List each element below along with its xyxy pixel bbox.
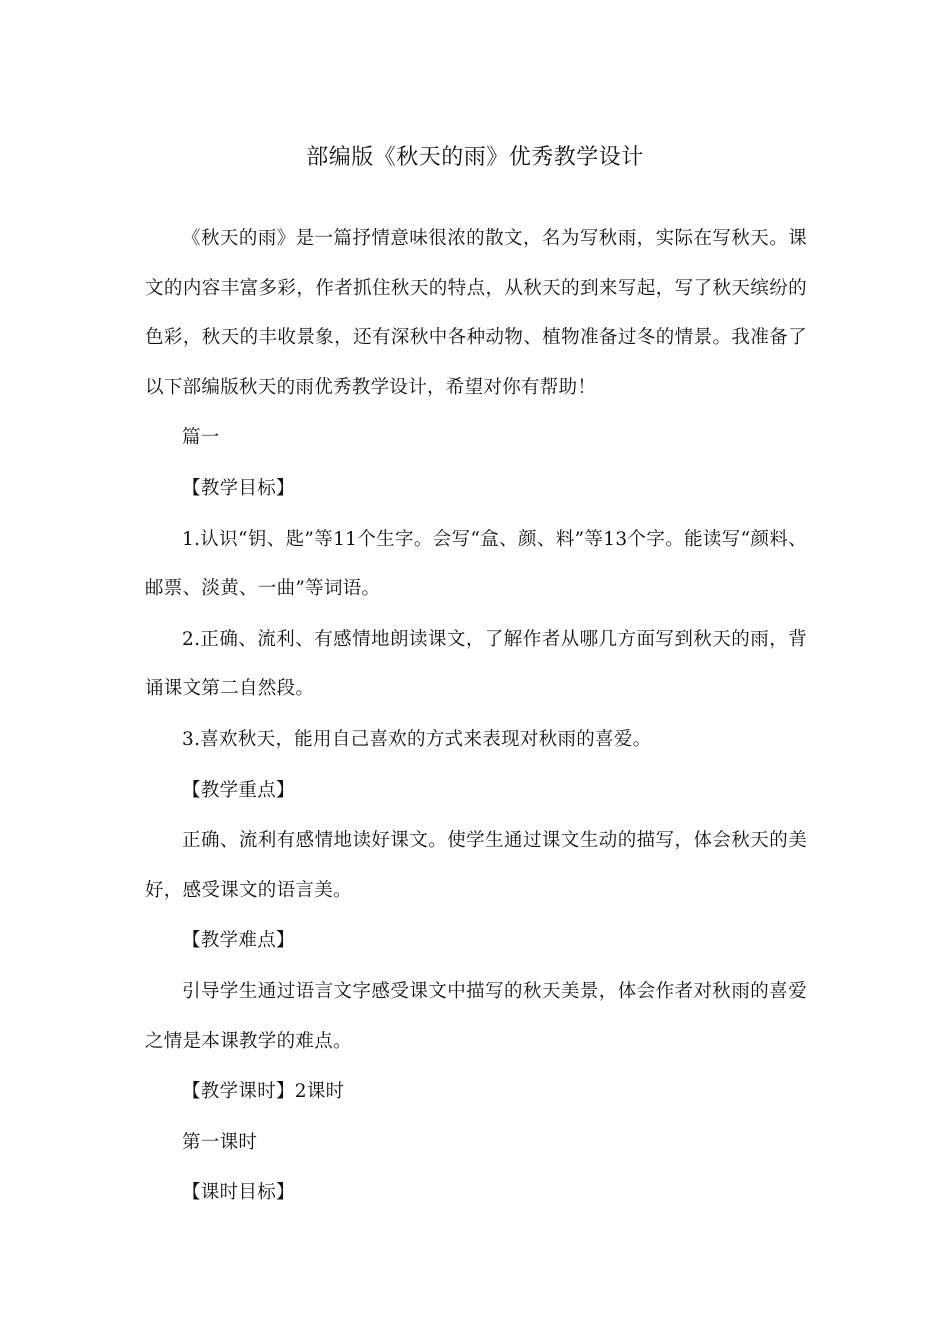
heading-teaching-objectives: 【教学目标】 — [182, 477, 295, 499]
heading-teaching-difficulty: 【教学难点】 — [182, 930, 295, 952]
objective-item-1: 1.认识“钥、匙”等11个生字。会写“盒、颜、料”等13个字。能读写“颜料、邮票、淡黄、一曲”等词语。 — [145, 528, 807, 600]
document-body — [145, 214, 807, 1219]
teaching-focus-paragraph: 正确、流利有感情地读好课文。使学生通过课文生动的描写，体会秋天的美好，感受课文的语言美。 — [145, 830, 807, 901]
teaching-hours-line: 【教学课时】2课时 — [182, 1081, 345, 1103]
heading-teaching-focus: 【教学重点】 — [182, 779, 295, 801]
heading-lesson-objectives: 【课时目标】 — [182, 1182, 295, 1204]
objective-item-2: 2.正确、流利、有感情地朗读课文，了解作者从哪几方面写到秋天的雨，背诵课文第二自然段。 — [145, 628, 807, 700]
first-lesson-heading: 第一课时 — [182, 1131, 258, 1153]
intro-paragraph: 《秋天的雨》是一篇抒情意味很浓的散文，名为写秋雨，实际在写秋天。课文的内容丰富多彩，作者抓住秋天的特点，从秋天的到来写起，写了秋天缤纷的色彩，秋天的丰收景象，还有深秋中各种动物、植物准备过冬的情景。我准备了以下部编版秋天的雨优秀教学设计，希望对你有帮助！ — [145, 228, 807, 398]
document-title: 部编版《秋天的雨》优秀教学设计 — [306, 145, 644, 170]
objective-item-3: 3.喜欢秋天，能用自己喜欢的方式来表现对秋雨的喜爱。 — [182, 728, 652, 750]
section-heading-part-one: 篇一 — [182, 427, 220, 449]
teaching-difficulty-paragraph: 引导学生通过语言文字感受课文中描写的秋天美景，体会作者对秋雨的喜爱之情是本课教学的难点。 — [145, 980, 807, 1052]
